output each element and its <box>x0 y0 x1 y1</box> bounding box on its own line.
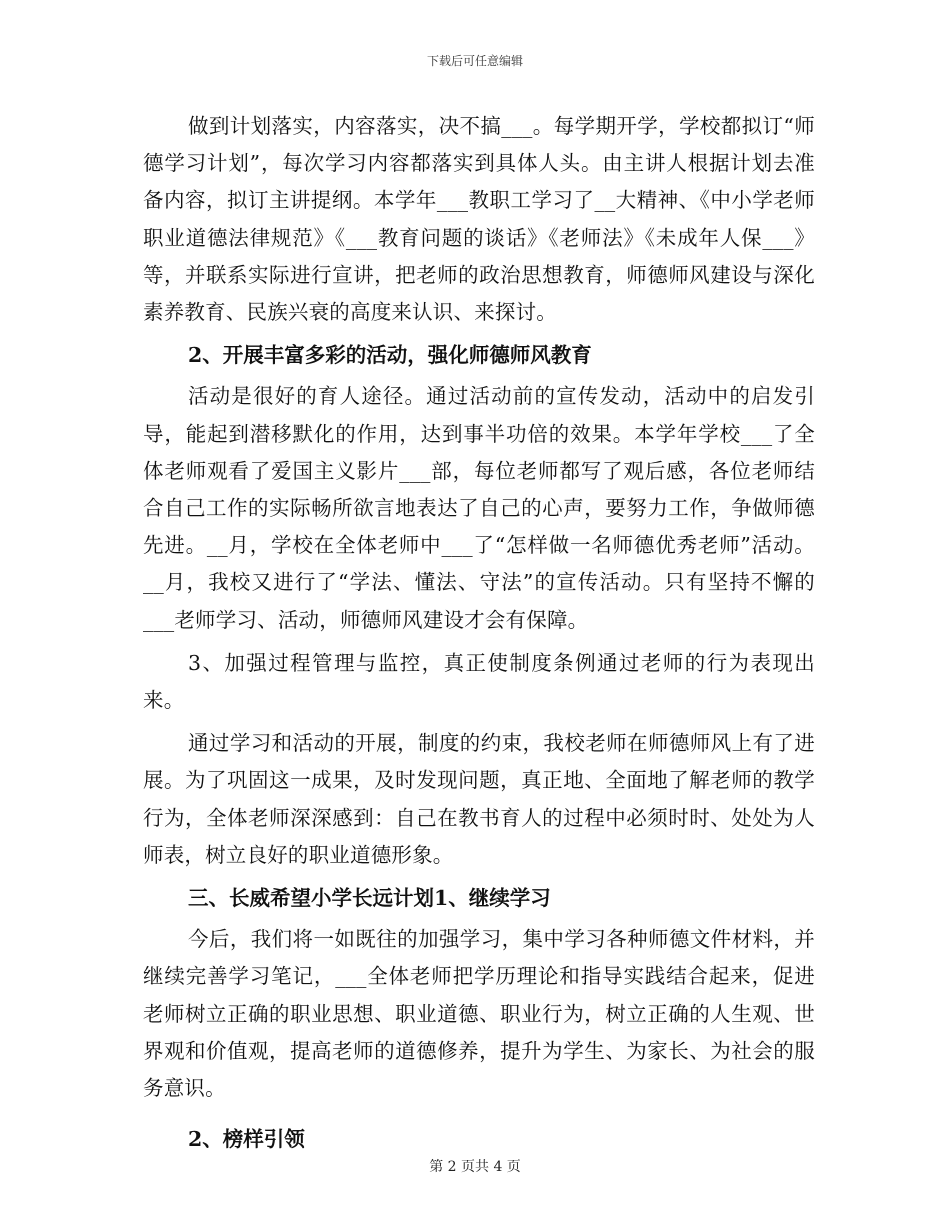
heading-long-term-plan: 三、长威希望小学长远计划1、继续学习 <box>188 886 551 911</box>
document-body <box>143 108 815 1162</box>
paragraph-progress: 通过学习和活动的开展，制度的约束，我校老师在师德师风上有了进展。为了巩固这一成果，及时发现问题，真正地、全面地了解老师的教学行为，全体老师深深感到：自己在教书育人的过程中必须时时、处处为人师表，树立良好的职业道德形象。 <box>143 731 815 867</box>
paragraph-study-plan: 做到计划落实，内容落实，决不搞___。每学期开学，学校都拟订“师德学习计划”，每次学习内容都落实到具体人头。由主讲人根据计划去准备内容，拟订主讲提纲。本学年___教职工学习了__大精神、《中小学老师职业道德法律规范》《___教育问题的谈话》《老师法》《未成年人保___》等，并联系实际进行宣讲，把老师的政治思想教育，师德师风建设与深化素养教育、民族兴衰的高度来认识、来探讨。 <box>143 114 815 325</box>
page-footer: 第 2 页共 4 页 <box>429 1159 521 1175</box>
paragraph-continue-study: 今后，我们将一如既往的加强学习，集中学习各种师德文件材料，并继续完善学习笔记，___全体老师把学历理论和指导实践结合起来，促进老师树立正确的职业思想、职业道德、职业行为，树立正确的人生观、世界观和价值观，提高老师的道德修养，提升为学生、为家长、为社会的服务意识。 <box>143 927 815 1101</box>
paragraph-activities: 活动是很好的育人途径。通过活动前的宣传发动，活动中的启发引导，能起到潜移默化的作用，达到事半功倍的效果。本学年学校___了全体老师观看了爱国主义影片___部，每位老师都写了观后感，各位老师结合自己工作的实际畅所欲言地表达了自己的心声，要努力工作，争做师德先进。__月，学校在全体老师中___了“怎样做一名师德优秀老师”活动。__月，我校又进行了“学法、懂法、守法”的宣传活动。只有坚持不懈的___老师学习、活动，师德师风建设才会有保障。 <box>143 384 815 632</box>
heading-role-model: 2、榜样引领 <box>188 1127 305 1152</box>
heading-activities: 2、开展丰富多彩的活动，强化师德师风教育 <box>188 343 592 368</box>
page-header: 下载后可任意编辑 <box>426 54 523 68</box>
paragraph-process-management: 3、加强过程管理与监控，真正使制度条例通过老师的行为表现出来。 <box>143 650 815 713</box>
